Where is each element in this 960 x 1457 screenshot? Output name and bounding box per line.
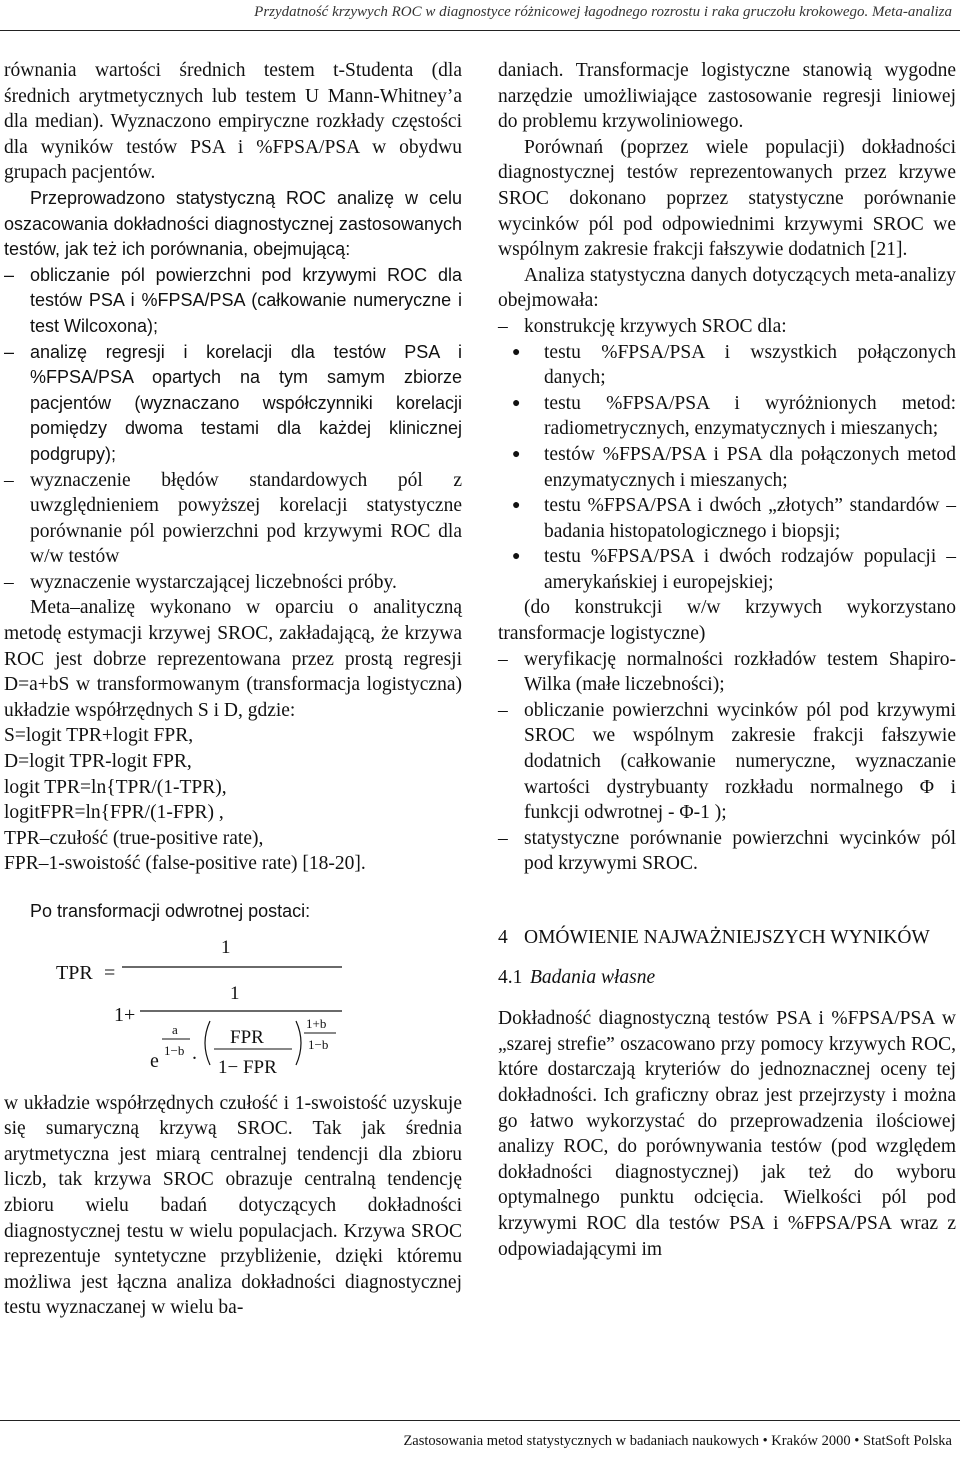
bullet-marker: ● xyxy=(512,549,521,565)
section-title: OMÓWIENIE NAJWAŻNIEJSZYCH WYNIKÓW xyxy=(524,927,930,948)
dash-marker: – xyxy=(4,264,15,285)
section-number: 4 xyxy=(498,927,508,948)
formula-equals: = xyxy=(104,961,116,984)
footer-rule xyxy=(0,1420,960,1421)
bullet-text: testu %FPSA/PSA i dwóch rodzajów populacji – amerykańskiej i europejskiej; xyxy=(544,546,956,593)
bullet-item xyxy=(498,391,956,442)
paragraph: Meta–analizę wykonano w oparciu o analityczną metodę estymacji krzywej SROC, zakładającą, że krzywa ROC jest dobrze reprezentowana przez prostą regresji D=a+bS w transformowanym (transformacja logistyczna) układzie współrzędnych S i D, gdzie: xyxy=(4,597,462,721)
list-item xyxy=(498,698,956,826)
list-item-text: weryfikację normalności rozkładów testem Shapiro-Wilka (małe liczebności); xyxy=(524,648,956,696)
formula-one-minus-b: 1−b xyxy=(164,1042,185,1058)
paragraph: Analiza statystyczna danych dotyczących meta-analizy obejmowała: xyxy=(498,264,956,312)
right-column xyxy=(498,58,956,1262)
paragraph: Przeprowadzono statystyczną ROC analizę w celu oszacowania dokładności diagnostycznej zastosowanych testów, jak też ich porównania, obejmującą: xyxy=(4,187,462,260)
sroc-formula xyxy=(4,931,462,1081)
header-rule xyxy=(0,30,960,31)
bullet-item xyxy=(498,442,956,493)
list-item xyxy=(4,340,462,468)
formula-fpr: FPR xyxy=(230,1026,264,1048)
formula-lhs: TPR xyxy=(56,961,93,984)
subsection-number: 4.1 xyxy=(498,966,523,988)
formula-dot: . xyxy=(192,1041,197,1064)
list-item-text: obliczanie powierzchni wycinków pól pod krzywymi SROC we wspólnym zakresie frakcji fałszywie dodatnich (całkowanie numeryczne, wyznaczanie wartości dystrybuanty rozkładu normalnego Φ i funkcji odwrotnej - Φ-1 ); xyxy=(524,699,956,824)
list-item xyxy=(498,314,956,340)
running-footer: Zastosowania metod statystycznych w badaniach naukowych • Kraków 2000 • StatSoft Polska xyxy=(403,1433,952,1449)
equation-line: D=logit TPR-logit FPR, xyxy=(4,751,192,773)
right-paren xyxy=(296,1021,301,1065)
paragraph: daniach. Transformacje logistyczne stanowią wygodne narzędzie umożliwiające zastosowanie regresji liniowej do problemu krzywoliniowego. xyxy=(498,60,956,133)
paragraph: Porównań (poprzez wiele populacji) dokładności diagnostycznej testów reprezentowanych przez krzywe SROC dokonano poprzez statystyczne porównanie wycinków pól pod odpowiednimi krzywymi SROC we wspólnym zakresie frakcji fałszywie dodatnich [21]. xyxy=(498,136,956,261)
dash-marker: – xyxy=(498,648,508,670)
list-item-text: analizę regresji i korelacji dla testów PSA i %FPSA/PSA opartych na tym samym zbiorze pacjentów (wyznaczano współczynniki korelacji pomiędzy dwoma testami dla każdej klinicznej podgrupy); xyxy=(30,341,462,464)
formula-one-minus-b-exp: 1−b xyxy=(308,1036,329,1052)
list-item xyxy=(4,263,462,340)
formula-one-plus-b: 1+b xyxy=(306,1015,327,1031)
left-paren xyxy=(205,1021,210,1065)
equation-line: S=logit TPR+logit FPR, xyxy=(4,725,194,747)
equation-line: FPR–1-swoistość (false-positive rate) [18-20]. xyxy=(4,853,366,875)
list-item-text: wyznaczenie wystarczającej liczebności próby. xyxy=(30,571,397,593)
dash-marker: – xyxy=(4,341,15,362)
formula-a: a xyxy=(172,1021,178,1037)
formula-graphic xyxy=(4,931,364,1081)
bullet-item xyxy=(498,493,956,544)
paragraph: równania wartości średnich testem t-Studenta (dla średnich arytmetycznych lub testem U Mann-Whitney’a dla median). Wyznaczono empiryczne rozkłady częstości dla wyników testów PSA i %FPSA/PSA w obydwu grupach pacjentów. xyxy=(4,60,462,184)
list-item-text: obliczanie pól powierzchni pod krzywymi ROC dla testów PSA i %FPSA/PSA (całkowanie numeryczne i test Wilcoxona); xyxy=(30,264,462,336)
formula-one-minus-fpr: 1− FPR xyxy=(218,1056,277,1078)
paragraph: w układzie współrzędnych czułość i 1-swoistość uzyskuje się sumaryczną krzywą SROC. Tak jak średnia arytmetyczna jest miarą centralnej tendencji dla zbioru liczb, tak krzywa SROC obrazuje centralną tendencję zbioru wielu badań dotyczących dokładności diagnostycznej testu w wielu populacjach. Krzywa SROC reprezentuje syntetyczne przybliżenie, dzięki któremu możliwa jest łączna analiza dokładności diagnostycznej testu wyznaczanej w wielu ba- xyxy=(4,1092,462,1319)
dash-marker: – xyxy=(4,571,14,593)
dash-marker: – xyxy=(4,469,14,491)
subsection-heading xyxy=(498,965,956,991)
bullet-text: testu %FPSA/PSA i wszystkich połączonych danych; xyxy=(544,341,956,389)
dash-marker: – xyxy=(498,827,508,849)
equation-line: logitFPR=ln{FPR/(1-FPR) , xyxy=(4,802,224,824)
paragraph: Po transformacji odwrotnej postaci: xyxy=(30,901,311,921)
list-item xyxy=(4,570,462,596)
list-item xyxy=(498,826,956,877)
bullet-text: testów %FPSA/PSA i PSA dla połączonych metod enzymatycznych i mieszanych; xyxy=(544,443,956,491)
equation-line: logit TPR=ln{TPR/(1-TPR), xyxy=(4,776,227,798)
bullet-text: testu %FPSA/PSA i dwóch „złotych” standardów – badania histopatologicznego i biopsji; xyxy=(544,495,956,542)
dash-marker: – xyxy=(498,699,508,721)
formula-e: e xyxy=(150,1049,159,1072)
bullet-text: testu %FPSA/PSA i wyróżnionych metod: radiometrycznych, enzymatycznych i mieszanych; xyxy=(544,392,956,440)
running-header: Przydatność krzywych ROC w diagnostyce różnicowej łagodnego rozrostu i raka gruczołu krokowego. Meta-analiza xyxy=(254,4,952,20)
bullet-marker: ● xyxy=(512,395,521,411)
bullet-item xyxy=(498,544,956,595)
list-item-text: wyznaczenie błędów standardowych pól z uwzględnieniem powyższej korelacji statystyczne porównanie pól powierzchni pod krzywymi ROC dla w/w testów xyxy=(30,469,462,568)
list-item-text: statystyczne porównanie powierzchni wycinków pól pod krzywymi SROC. xyxy=(524,827,956,875)
list-item xyxy=(498,647,956,698)
dash-marker: – xyxy=(498,315,508,337)
list-item xyxy=(4,468,462,570)
paragraph: (do konstrukcji w/w krzywych wykorzystano transformacje logistyczne) xyxy=(498,597,956,645)
list-item-text: konstrukcję krzywych SROC dla: xyxy=(524,315,787,337)
formula-inner-numerator: 1 xyxy=(230,982,240,1004)
bullet-marker: ● xyxy=(512,498,521,514)
equation-line: TPR–czułość (true-positive rate), xyxy=(4,827,264,849)
formula-one-plus: 1+ xyxy=(114,1003,136,1026)
subsection-title: Badania własne xyxy=(530,966,656,988)
paragraph: Dokładność diagnostyczną testów PSA i %FPSA/PSA w „szarej strefie” oszacowano przy pomocy krzywych ROC, które dostarczają kryteriów do jednoznacznej oceny tej dokładności. Ich graficzny obraz jest przejrzysty i można go łatwo wykorzystać do przeprowadzenia ilościowej analizy ROC, do porównywania testów (pod względem dokładności diagnostycznej) jak też do wyboru optymalnego punktu odcięcia. Wielkości pól pod krzywymi ROC dla testów PSA i %FPSA/PSA wraz z odpowiadającymi im xyxy=(498,1008,956,1260)
section-heading xyxy=(498,925,956,951)
formula-numerator: 1 xyxy=(221,936,231,958)
bullet-marker: ● xyxy=(512,344,521,360)
bullet-item xyxy=(498,340,956,391)
left-column xyxy=(4,58,462,1321)
bullet-marker: ● xyxy=(512,446,521,462)
